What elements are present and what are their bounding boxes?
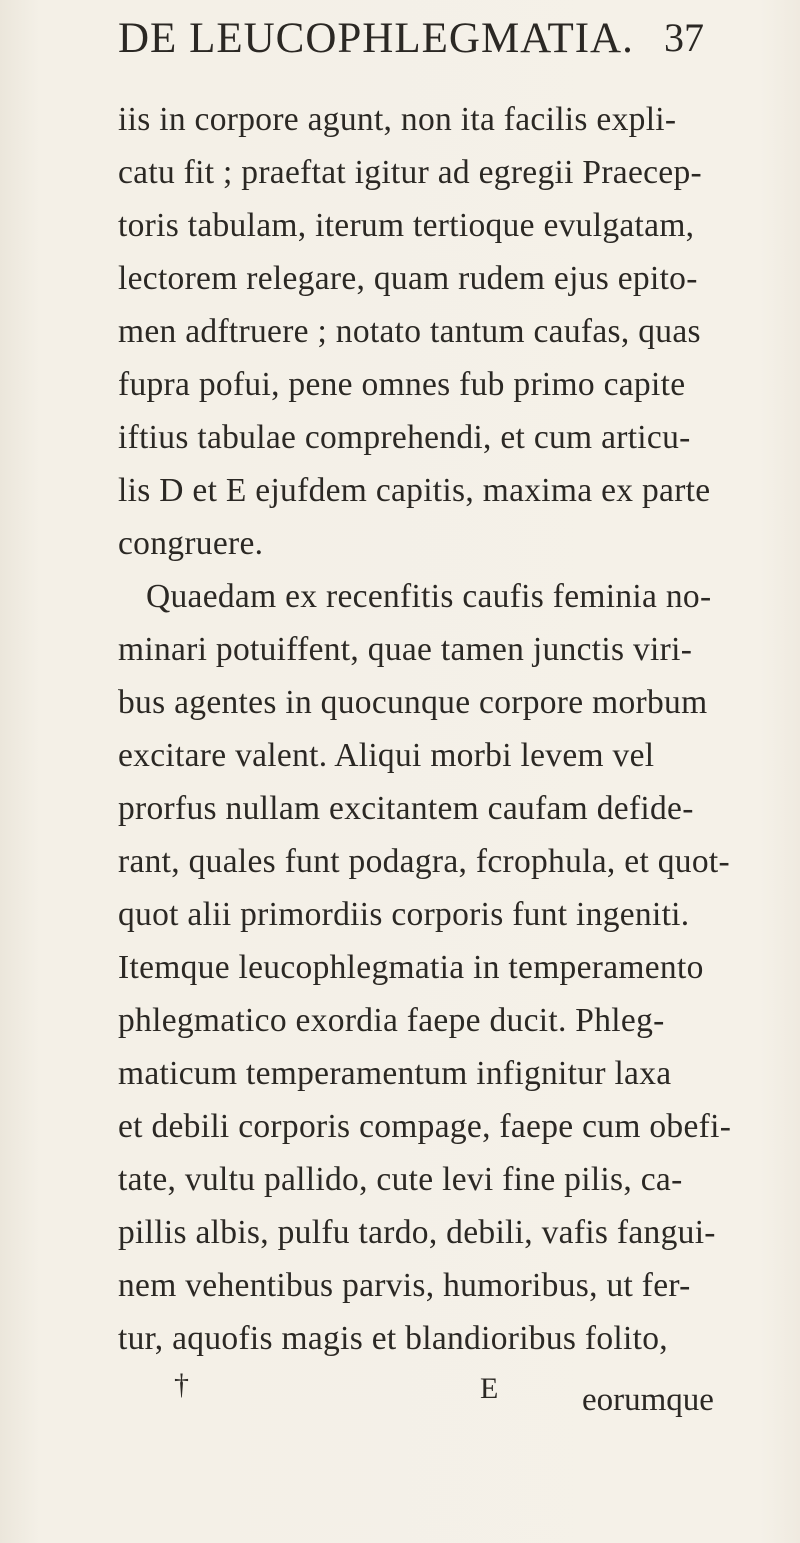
- text-line: men adftruere ; notato tantum caufas, quas: [118, 313, 701, 350]
- text-line: quot alii primordiis corporis funt ingeniti.: [118, 896, 690, 933]
- running-title: DE LEUCOPHLEGMATIA.: [118, 15, 634, 62]
- text-line: phlegmatico exordia faepe ducit. Phleg-: [118, 1002, 665, 1039]
- text-line: prorfus nullam excitantem caufam defide-: [118, 790, 694, 827]
- text-line: pillis albis, pulfu tardo, debili, vafis fangui-: [118, 1214, 716, 1251]
- page-header: [0, 8, 800, 78]
- text-line: tur, aquofis magis et blandioribus folito,: [118, 1320, 668, 1357]
- text-line: fupra pofui, pene omnes fub primo capite: [118, 366, 686, 403]
- text-line: maticum temperamentum infignitur laxa: [118, 1055, 672, 1092]
- text-line: toris tabulam, iterum tertioque evulgatam,: [118, 207, 695, 244]
- text-line: iftius tabulae comprehendi, et cum articu-: [118, 419, 691, 456]
- page-number: 37: [664, 15, 704, 60]
- text-line: minari potuiffent, quae tamen junctis viri-: [118, 631, 693, 668]
- text-line: catu fit ; praeftat igitur ad egregii Praecep-: [118, 154, 702, 191]
- signature-letter: E: [480, 1372, 499, 1405]
- text-line: lectorem relegare, quam rudem ejus epito-: [118, 260, 698, 297]
- page-footer: [0, 1368, 800, 1428]
- text-line: Itemque leucophlegmatia in temperamento: [118, 949, 704, 986]
- text-line: congruere.: [118, 525, 264, 562]
- paragraph-start-line: Quaedam ex recenfitis caufis feminia no-: [146, 578, 712, 615]
- text-line: lis D et E ejufdem capitis, maxima ex parte: [118, 472, 711, 509]
- catchword: eorumque: [582, 1382, 714, 1418]
- text-line: excitare valent. Aliqui morbi levem vel: [118, 737, 655, 774]
- text-line: iis in corpore agunt, non ita facilis expli-: [118, 101, 677, 138]
- text-line: nem vehentibus parvis, humoribus, ut fer-: [118, 1267, 691, 1304]
- text-line: et debili corporis compage, faepe cum obefi-: [118, 1108, 732, 1145]
- signature-mark: †: [174, 1368, 189, 1401]
- text-line: tate, vultu pallido, cute levi fine pilis, ca-: [118, 1161, 683, 1198]
- text-line: rant, quales funt podagra, fcrophula, et quot-: [118, 843, 730, 880]
- text-line: bus agentes in quocunque corpore morbum: [118, 684, 708, 721]
